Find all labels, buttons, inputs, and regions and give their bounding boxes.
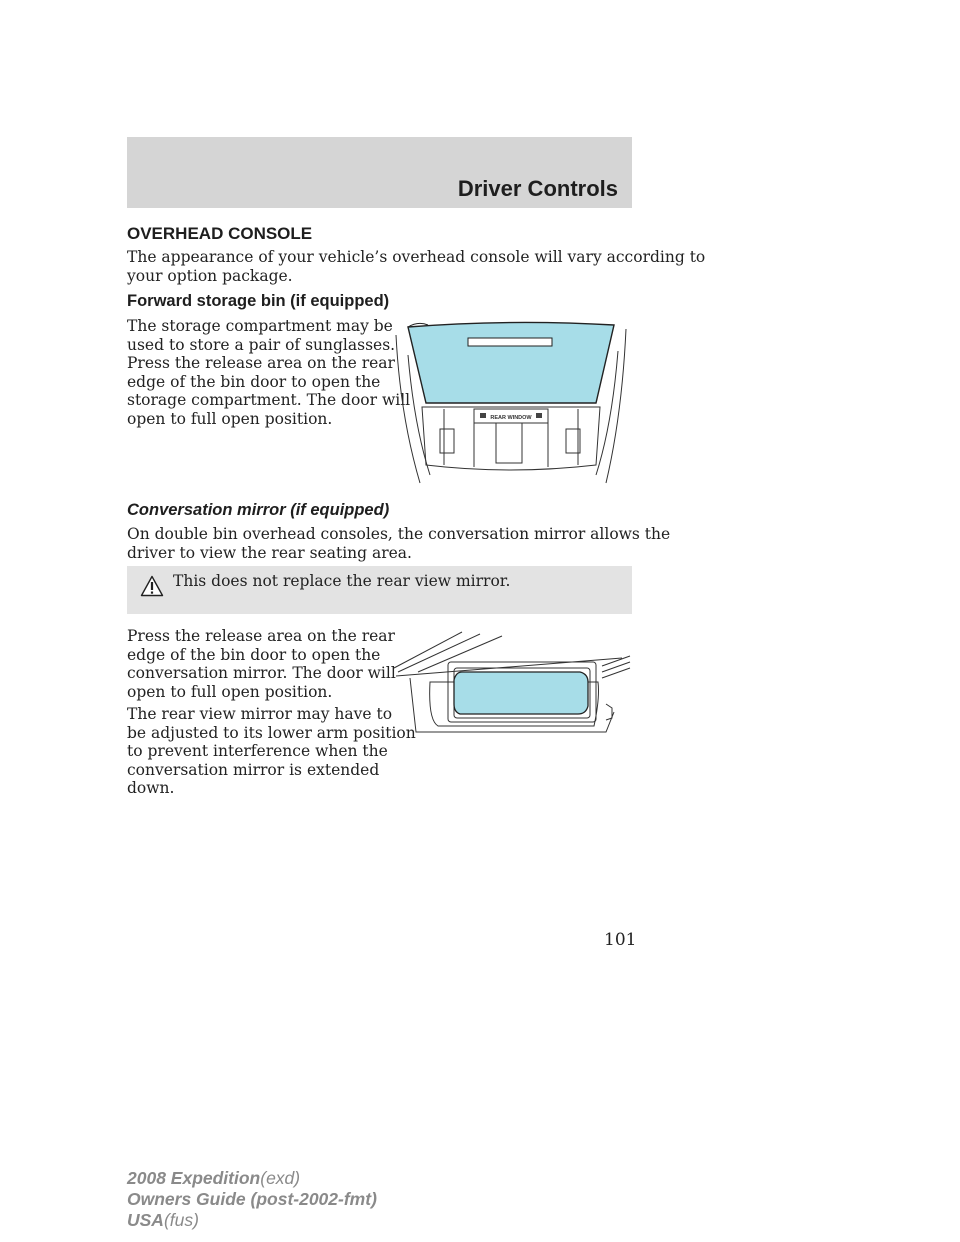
forward-bin-heading: Forward storage bin (if equipped)	[127, 292, 390, 310]
footer-line-model	[127, 1168, 377, 1189]
footer-line-guide	[127, 1189, 377, 1210]
body-line: conversation mirror. The door will	[127, 664, 396, 682]
body-line: open to full open position.	[127, 409, 333, 428]
mirror-paragraph-2	[127, 705, 416, 798]
body-line: Press the release area on the rear	[127, 354, 395, 372]
warning-triangle-icon	[140, 575, 164, 597]
footer	[127, 1168, 377, 1231]
body-line: edge of the bin door to open the	[127, 372, 381, 391]
body-line: Press the release area on the rear	[127, 627, 395, 645]
footer-region: USA	[127, 1210, 164, 1230]
body-line: driver to view the rear seating area.	[127, 543, 412, 562]
conversation-mirror-heading: Conversation mirror (if equipped)	[127, 501, 390, 519]
header-band	[127, 137, 632, 208]
body-line: be adjusted to its lower arm position	[127, 723, 416, 742]
footer-region-code: (fus)	[163, 1210, 199, 1230]
mirror-paragraph-1	[127, 627, 396, 701]
footer-model: 2008 Expedition	[127, 1168, 261, 1188]
page-title: OVERHEAD CONSOLE	[127, 224, 313, 243]
conversation-mirror-intro	[127, 525, 670, 562]
body-line: open to full open position.	[127, 682, 333, 701]
rear-window-label: REAR WINDOW	[490, 415, 532, 421]
warning-text: This does not replace the rear view mirror.	[173, 572, 511, 590]
section-header-title: Driver Controls	[457, 176, 618, 201]
footer-guide: Owners Guide (post-2002-fmt)	[127, 1189, 377, 1209]
intro-paragraph	[127, 248, 705, 285]
page-number: 101	[604, 930, 637, 950]
body-line: The storage compartment may be	[127, 317, 393, 335]
warning-box	[127, 566, 632, 614]
body-line: storage compartment. The door will	[127, 391, 411, 409]
body-line: On double bin overhead consoles, the conversation mirror allows the	[127, 525, 671, 543]
footer-model-code: (exd)	[260, 1168, 301, 1188]
body-line: used to store a pair of sunglasses.	[127, 335, 396, 354]
body-line: to prevent interference when the	[127, 742, 388, 760]
forward-storage-bin-figure	[390, 315, 640, 485]
forward-bin-paragraph	[127, 317, 410, 428]
footer-line-region	[127, 1210, 377, 1231]
intro-line: your option package.	[127, 266, 293, 285]
intro-line: The appearance of your vehicle’s overhead console will vary according to	[127, 248, 706, 266]
body-line: edge of the bin door to open the	[127, 645, 381, 664]
body-line: The rear view mirror may have to	[127, 705, 393, 723]
conversation-mirror-figure	[392, 628, 632, 740]
body-line: conversation mirror is extended	[127, 760, 380, 779]
body-line: down.	[127, 779, 175, 797]
